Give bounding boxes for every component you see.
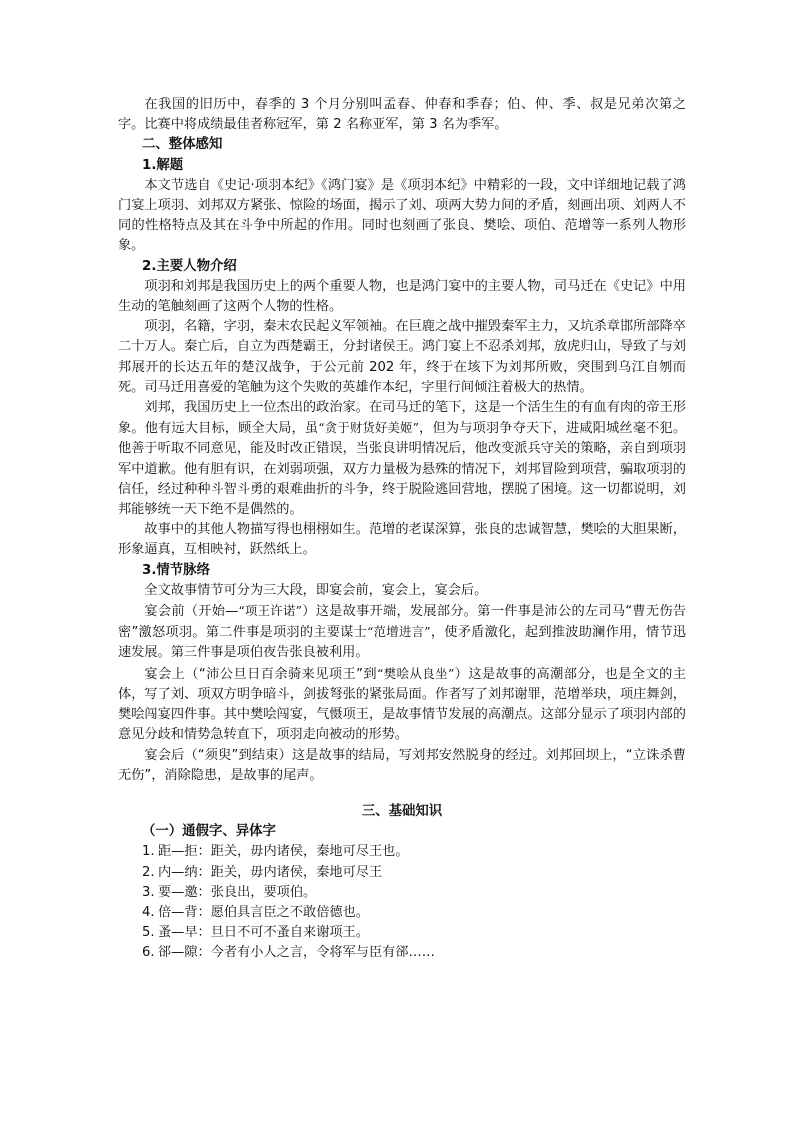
subheading-tongjia: （一）通假字、异体字: [142, 824, 276, 840]
list-item: [118, 903, 686, 923]
list-item: [118, 883, 686, 903]
plot-paragraph-before: [118, 601, 686, 664]
before-quote-1: “项王许诺”: [238, 603, 302, 619]
list-item-number: 6.: [142, 945, 155, 961]
tongjia-list: [118, 842, 686, 963]
plot-paragraph-after: 宴会后（“须臾”到结束）这是故事的结局，写刘邦安然脱身的经过。刘邦回坝上，“立诛杀曹无伤”，消除隐患，是故事的尾声。: [118, 747, 686, 783]
list-item-text: 要—邀：张良出，要项伯。: [158, 884, 317, 900]
list-item-number: 2.: [142, 864, 155, 880]
during-text-a: 宴会上（“沛公旦日百余骑来见项王”到: [144, 666, 378, 682]
list-item: [118, 923, 686, 943]
section-heading-basics: 三、基础知识: [361, 803, 443, 819]
liubang-quote: “贪于财货好美姬”: [318, 420, 419, 436]
plot-paragraph-1: 全文故事情节可分为三大段，即宴会前，宴会上，宴会后。: [144, 582, 488, 598]
list-item: [118, 863, 686, 883]
document-page: [118, 95, 686, 964]
list-item-text: 倍—背：愿伯具言臣之不敢倍德也。: [158, 904, 369, 920]
list-item-number: 5.: [142, 925, 155, 941]
characters-paragraph-1: 项羽和刘邦是我国历史上的两个重要人物，也是鸿门宴中的主要人物，司马迁在《史记》中用生动的笔触刻画了这两个人物的性格。: [118, 278, 686, 315]
characters-paragraph-liubang: [118, 398, 686, 520]
list-item-number: 1.: [142, 844, 155, 860]
liubang-text-a: 刘邦，我国历史上一位杰出的政治家。在司马迁的笔下，这是一个活生生的有血有肉的帝王形象。他有远大目标，顾全大局，虽: [118, 400, 686, 437]
list-item-number: 3.: [142, 884, 155, 900]
list-item-text: 蚤—早：旦日不可不蚤自来谢项王。: [158, 925, 369, 941]
list-item-text: 内—纳：距关，毋内诸侯，秦地可尽王: [158, 864, 383, 880]
list-item-text: 距—拒：距关，毋内诸侯，秦地可尽王也。: [158, 844, 409, 860]
subheading-plot: 3.情节脉络: [142, 562, 210, 578]
during-text-b: ）这是故事的高潮部分，也是全文的主体，写了刘、项双方明争暗斗，剑拔弩张的紧张局面。作者写了刘邦谢罪，范增举玦，项庄舞剑，樊哙闯宴四件事。其中樊哙闯宴，气慑项王，是故事情节发展的高潮点。这部分显示了项羽内部的意见分歧和情势急转直下，项羽走向被动的形势。: [118, 666, 686, 743]
during-quote: “樊哙从良坐”: [377, 665, 455, 681]
list-item-text: 郤—隙：今者有小人之言，令将军与臣有郤……: [158, 945, 435, 961]
subheading-main-characters: 2.主要人物介绍: [142, 258, 237, 274]
plot-paragraph-during: [118, 664, 686, 746]
before-text-a: 宴会前（开始—: [144, 604, 239, 620]
title-explanation-paragraph: 本文节选自《史记·项羽本纪》《鸿门宴》是《项羽本纪》中精彩的一段，文中详细地记载了鸿门宴上项羽、刘邦双方紧张、惊险的场面，揭示了刘、项两大势力间的矛盾，刻画出项、刘两人不同的性格特点及其在斗争中所起的作用。同时也刻画了张良、樊哙、项伯、范增等一系列人物形象。: [118, 177, 686, 254]
section-heading-overall: 二、整体感知: [142, 137, 223, 153]
before-quote-2: “范增进言”: [367, 624, 431, 640]
subheading-title-explanation: 1.解题: [142, 157, 184, 173]
before-text-b: ）这是故事开端，发展部分。第一件事是沛公的左司马“曹无伤告密”激怒项羽。第二件事是项羽的主要谋士: [118, 604, 687, 641]
list-item: [118, 943, 686, 963]
before-text-c: ，使矛盾激化，起到推波助澜作用，情节迅速发展。第三件事是项伯夜告张良被利用。: [118, 625, 686, 661]
characters-paragraph-others: 故事中的其他人物描写得也栩栩如生。范增的老谋深算，张良的忠诚智慧，樊哙的大胆果断，形象逼真，互相映衬，跃然纸上。: [118, 522, 686, 558]
liubang-text-b: ，但为与项羽争夺天下，进咸阳城丝毫不犯。他善于听取不同意见，能及时改正错误，当张良讲明情况后，他改变派兵守关的策略，亲自到项羽军中道歉。他有胆有识，在刘弱项强，双方力量极为悬殊的情况下，刘邦冒险到项营，骗取项羽的信任，经过种种斗智斗勇的艰难曲折的斗争，终于脱险逃回营地，摆脱了困境。这一切都说明，刘邦能够统一天下绝不是偶然的。: [118, 421, 687, 518]
intro-paragraph: 在我国的旧历中，春季的 3 个月分别叫孟春、仲春和季春；伯、仲、季、叔是兄弟次第之字。比赛中将成绩最佳者称冠军，第 2 名称亚军，第 3 名为季军。: [118, 97, 686, 133]
characters-paragraph-xiangyu: 项羽，名籍，字羽，秦末农民起义军领袖。在巨鹿之战中摧毁秦军主力，又坑杀章邯所部降卒二十万人。秦亡后，自立为西楚霸王，分封诸侯王。鸿门宴上不忍杀刘邦，放虎归山，导致了与刘邦展开的长达五年的楚汉战争，于公元前 202 年，终于在垓下为刘邦所败，突围到乌江自刎而死。司马迁用喜爱的笔触为这个失败的英雄作本纪，字里行间倾注着极大的热情。: [118, 319, 686, 395]
list-item: [118, 842, 686, 862]
list-item-number: 4.: [142, 904, 155, 920]
